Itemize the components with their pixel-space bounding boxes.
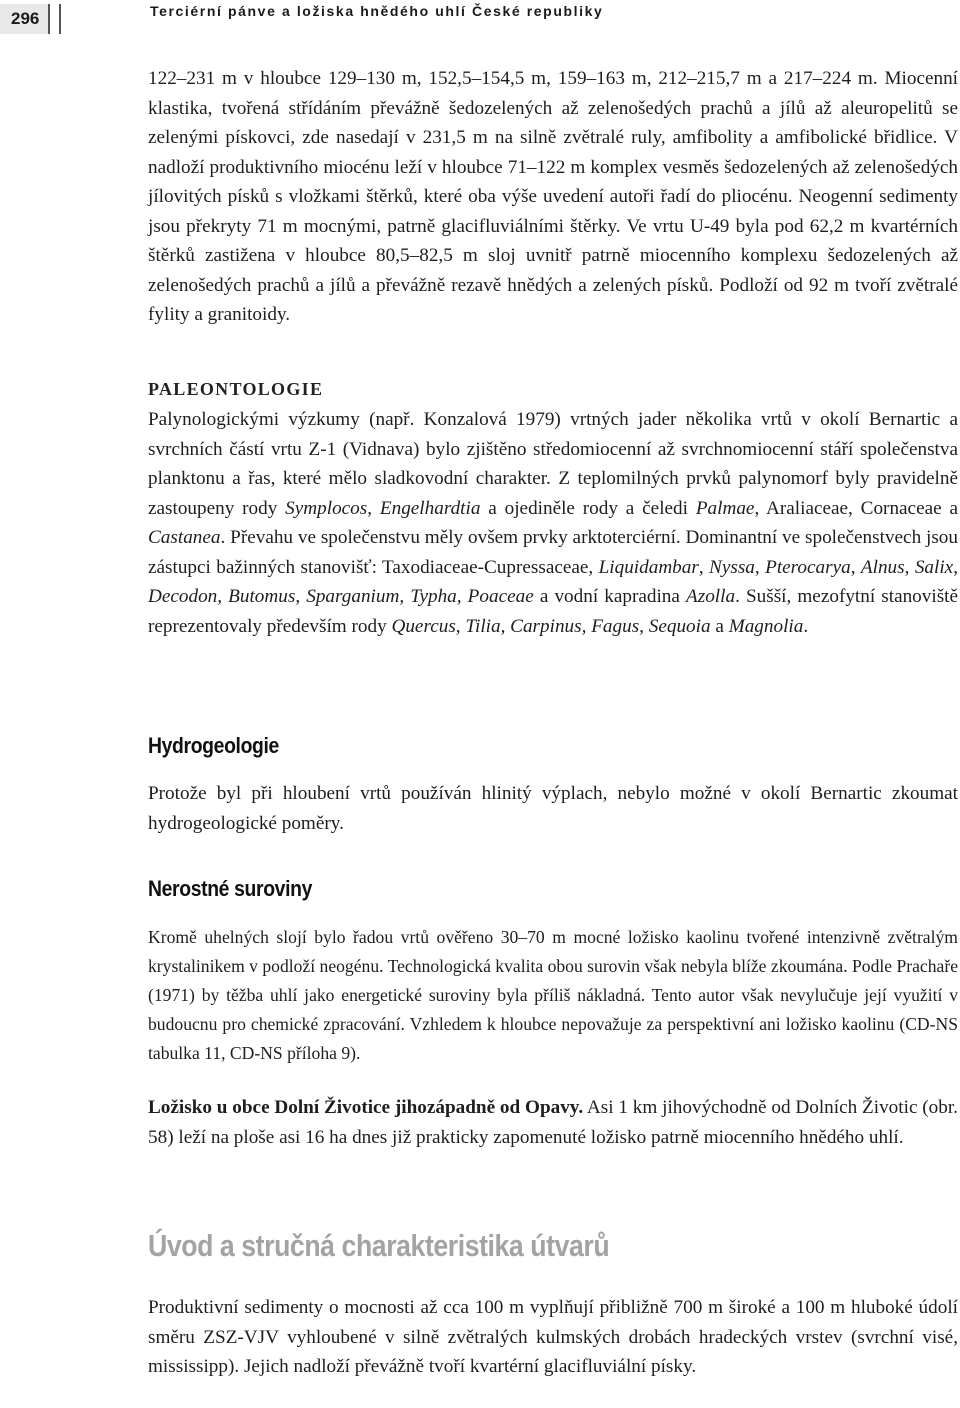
deposit-paragraph: Ložisko u obce Dolní Životice jihozápadně od Opavy. Asi 1 km jihovýchodně od Dolních Životic (obr. 58) leží na ploše asi 16 ha dnes již prakticky zapomenuté ložisko patrně miocenního hnědého uhlí. [148, 1097, 958, 1148]
paleontology-heading: PALEONTOLOGIE [148, 379, 324, 399]
page-number-box [0, 4, 50, 34]
hydrogeology-heading: Hydrogeologie [148, 733, 279, 758]
deposit-title: Ložisko u obce Dolní Životice jihozápadně od Opavy. [148, 1097, 584, 1118]
page-number: 296 [11, 9, 40, 28]
running-title: Terciérní pánve a ložiska hnědého uhlí České republiky [150, 3, 604, 19]
intro-paragraph: 122–231 m v hloubce 129–130 m, 152,5–154,5 m, 159–163 m, 212–215,7 m a 217–224 m. Miocenní klastika, tvořená střídáním převážně šedozelených až zelenošedých prachů a jílů až aleuropelitů se zelenými pískovci, zde nasedají v 231,5 m na silně zvětralé ruly, amfibolity a amfibolické břidlice. V nadloží produktivního miocénu leží v hloubce 71–122 m komplex vesměs šedozelených až zelenošedých jílovitých písků s vložkami štěrků, které oba výše uvedení autoři řadí do pliocénu. Neogenní sedimenty jsou překryty 71 m mocnými, patrně glacifluviálními štěrky. Ve vrtu U-49 byla pod 62,2 m kvartérních štěrků zastižena v hloubce 80,5–82,5 m sloj uvnitř patrně miocenního komplexu šedozelených až zelenošedých prachů a jílů a převážně rezavě hnědých a zelených písků. Podloží od 92 m tvoří zvětralé fylity a granitoidy. [148, 68, 958, 325]
running-header [0, 0, 960, 40]
minerals-paragraph: Kromě uhelných slojí bylo řadou vrtů ověřeno 30–70 m mocné ložisko kaolinu tvořené intenzivně zvětralým krystalinikem v podloží neogénu. Technologická kvalita obou surovin však nebyla blíže zkoumána. Podle Prachaře (1971) by těžba uhlí jako energetické suroviny byla příliš nákladná. Tento autor však nevylučuje její využití v budoucnu pro chemické zpracování. Vzhledem k hloubce nepovažuje za perspektivní ani ložisko kaolinu (CD-NS tabulka 11, CD-NS příloha 9). [148, 927, 958, 1063]
header-divider [59, 4, 61, 34]
chapter-heading: Úvod a stručná charakteristika útvarů [148, 1228, 610, 1263]
intro-section-paragraph: Produktivní sedimenty o mocnosti až cca 100 m vyplňují přibližně 700 m široké a 100 m hluboké údolí směru ZSZ-VJV vyhloubené v silně zvětralých kulmských drobách hradeckých vrstev (svrchní visé, mississipp). Jejich nadloží převážně tvoří kvartérní glacifluviální písky. [148, 1297, 958, 1377]
minerals-heading: Nerostné suroviny [148, 876, 313, 901]
hydrogeology-paragraph: Protože byl při hloubení vrtů používán hlinitý výplach, nebylo možné v okolí Bernartic zkoumat hydrogeologické poměry. [148, 783, 958, 834]
paleontology-paragraph: Palynologickými výzkumy (např. Konzalová 1979) vrtných jader několika vrtů v okolí Bernartic a svrchních částí vrtu Z-1 (Vidnava) bylo zjištěno středomiocenní až svrchnomiocenní stáří společenstva planktonu a řas, které mělo sladkovodní charakter. Z teplomilných prvků palynomorf byly pravidelně zastoupeny rody Symplocos, Engelhardtia a ojediněle rody a čeledi Palmae, Araliaceae, Cornaceae a Castanea. Převahu ve společenstvu měly ovšem prvky arktoterciérní. Dominantní ve společenstvech jsou zástupci bažinných stanovišť: Taxodiaceae-Cupressaceae, Liquidambar, Nyssa, Pterocarya, Alnus, Salix, Decodon, Butomus, Sparganium, Typha, Poaceae a vodní kapradina Azolla. Sušší, mezofytní stanoviště reprezentovaly především rody Quercus, Tilia, Carpinus, Fagus, Sequoia a Magnolia. [148, 409, 959, 637]
